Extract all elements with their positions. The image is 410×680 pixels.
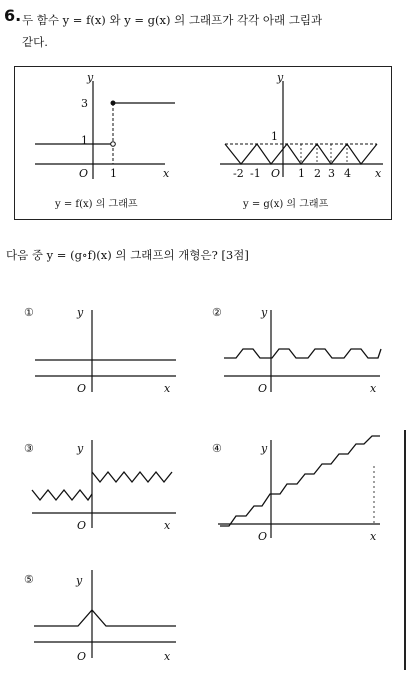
g-tick-label-4: 4: [344, 167, 351, 180]
question-line-1: 두 함수 y = f(x) 와 y = g(x) 의 그래프가 각각 아래 그림과: [22, 13, 323, 27]
answer-choices: [0, 280, 410, 680]
choice-1-y-label: y: [77, 306, 84, 319]
choice-3[interactable]: [24, 440, 176, 532]
f-x-label: x: [163, 167, 170, 180]
choice-5-curve: [34, 610, 176, 626]
g-y-label: y: [277, 71, 284, 84]
g-tick-label-1: 1: [298, 167, 305, 180]
f-y-label: y: [87, 71, 94, 84]
f-y1-label: 1: [81, 134, 88, 147]
choice-5-x-label: x: [164, 650, 171, 663]
choice-1-origin: O: [77, 382, 87, 395]
g-tick-label-neg2: -2: [233, 167, 244, 180]
f-open-point: [111, 142, 116, 147]
choice-5-mark: ⑤: [24, 573, 34, 586]
choice-1[interactable]: [24, 306, 176, 395]
choice-3-y-label: y: [77, 442, 84, 455]
g-x-label: x: [375, 167, 382, 180]
g-graph: [220, 71, 383, 210]
choice-5-origin: O: [77, 650, 87, 663]
question-number: 6.: [4, 6, 22, 25]
choice-4[interactable]: [212, 436, 380, 543]
sub-question: 다음 중 y = (g∘f)(x) 의 그래프의 개형은? [3점]: [6, 248, 249, 262]
choice-3-curve-left: [32, 490, 92, 500]
choice-2-x-label: x: [370, 382, 377, 395]
choice-4-origin: O: [258, 530, 268, 543]
f-y3-label: 3: [81, 97, 88, 110]
choice-1-x-label: x: [164, 382, 171, 395]
f-origin-label: O: [79, 167, 89, 180]
choice-2-origin: O: [258, 382, 268, 395]
choice-4-x-label: x: [370, 530, 377, 543]
choice-2-y-label: y: [261, 306, 268, 319]
f-x1-label: 1: [110, 167, 117, 180]
question-line-2: 같다.: [22, 35, 48, 49]
g-caption: y = g(x) 의 그래프: [243, 199, 329, 210]
choice-3-mark: ③: [24, 442, 34, 455]
g-origin-label: O: [271, 167, 281, 180]
question-text: [22, 9, 402, 53]
f-graph: [35, 71, 175, 210]
page-edge-line: [404, 430, 406, 670]
given-figure-box: [14, 66, 392, 220]
choice-2-curve: [224, 349, 381, 358]
choice-3-x-label: x: [164, 519, 171, 532]
choice-5-y-label: y: [76, 574, 83, 587]
g-y1-label: 1: [271, 130, 278, 143]
choice-2[interactable]: [212, 306, 381, 395]
g-tick-label-neg1: -1: [250, 167, 261, 180]
choice-1-mark: ①: [24, 306, 34, 319]
choice-3-origin: O: [77, 519, 87, 532]
choice-5[interactable]: [24, 570, 176, 663]
given-graphs: [15, 67, 391, 219]
g-tick-label-2: 2: [314, 167, 321, 180]
choice-4-curve: [220, 436, 380, 526]
f-closed-point: [111, 101, 116, 106]
f-caption: y = f(x) 의 그래프: [55, 199, 138, 210]
choice-4-y-label: y: [261, 442, 268, 455]
choice-3-curve-right: [92, 472, 172, 482]
g-tick-label-3: 3: [328, 167, 335, 180]
choice-4-mark: ④: [212, 442, 222, 455]
choice-2-mark: ②: [212, 306, 222, 319]
